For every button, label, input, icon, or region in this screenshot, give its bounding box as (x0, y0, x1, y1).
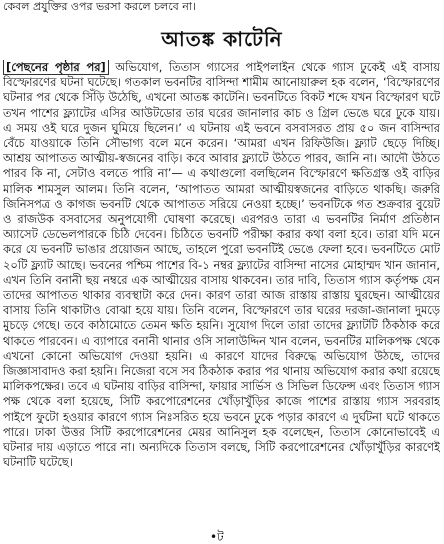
continued-from-back-page-tag: [পেছনের পৃষ্ঠার পর] (3, 60, 109, 75)
preceding-article-last-line: কেবল প্রযুক্তির ওপর ভরসা করলে চলবে না। (3, 0, 196, 13)
article-body-text: অভিযোগ, তিতাস গ্যাসের পাইপলাইন থেকে গ্যাস ঢুকেই এই বাসায় বিস্ফোরণের ঘটনা ঘটেছে। গতকাল ভবনটির বাসিন্দা শামীম আনোয়ারুল হক বলেন, ‘বিস্ফোরণের ঘটনার পর থেকে সিঁড়ি উঠেছি, এখনো আতঙ্ক কাটেনি। ভবনটিতে বিকট শব্দে যখন বিস্ফোরণ ঘটে তখন পাশের ফ্ল্যাটের এসির আউটডোর তার ঘরের জানালার কাচ ও গ্রিল ভেঙে ঘরে ঢুকে যায়। এ সময় ওই ঘরে দুজন ঘুমিয়ে ছিলেন।’ এ ঘটনায় এই ভবনে বসবাসরত প্রায় ৫০ জন বাসিন্দার বেঁচে যাওয়াকে তিনি সৌভাগ্য বলে মনে করেন। ‘আমরা এখন রিফিউজি। ফ্ল্যাট ছেড়ে দিচ্ছি। আশ্রয় আপাতত আত্মীয়-স্বজনের বাড়ি। কবে আবার ফ্ল্যাটে উঠতে পারব, জানি না। আদৌ উঠতে পারব কি না, সেটাও বলতে পারি না’— এ কথাগুলো বলছিলেন বিস্ফোরণে ক্ষতিগ্রস্ত ওই বাড়ির মালিক শামসুল আলম। তিনি বলেন, ‘আপাতত আমরা আত্মীয়স্বজনের বাড়িতে থাকছি। জরুরি জিনিসপত্র ও কাগজ ভবনটি থেকে আপাতত সরিয়ে নেওয়া হচ্ছে।’ ভবনটিকে গত শুক্রবার বুয়েট ও রাজউক বসবাসের অনুপযোগী ঘোষণা করেছে। এরপরও তারা এ ভবনটির নির্মাণ প্রতিষ্ঠান অ্যাসেট ডেভেলপারকে চিঠি দেবেন। চিঠিতে ভবনটি পরীক্ষা করার কথা বলা হবে। তারা যদি মনে করে যে ভবনটি ভাঙার প্রয়োজন আছে, তাহলে পুরো ভবনটিই ভেঙে ফেলা হবে। ভবনটিতে মোট ২০টি ফ্ল্যাট আছে। ভবনের পশ্চিম পাশের বি-১ নম্বর ফ্ল্যাটের বাসিন্দা নাসের মোহাম্মদ খান জানান, এখন তিনি বনানী ছয় নম্বরে এক আত্মীয়ের বাসায় থাকবেন। তার দাবি, তিতাস গ্যাস কর্তৃপক্ষ যেন তাদের আপাতত থাকার ব্যবস্থাটা করে দেন। কারণ তারা আজ রাস্তায় রাস্তায় ঘুরছেন। আত্মীয়ের বাসায় তিনি থাকাটাও বোঝা হয়ে যায়। তিনি বলেন, বিস্ফোরণে তার ঘরের দরজা-জানালা দুমড়ে মুচড়ে গেছে। তবে কাঠামোতে তেমন ক্ষতি হয়নি। সুযোগ দিলে তারা তাদের ফ্ল্যাটটি ঠিকঠাক করে থাকতে পারবেন। এ ব্যাপারে বনানী থানার ওসি সালাউদ্দিন খান বলেন, ভবনটির মালিকপক্ষ থেকে এখনো কোনো অভিযোগ দেওয়া হয়নি। এ কারণে যাদের বিরুদ্ধে অভিযোগ উঠছে, তাদের জিজ্ঞাসাবাদও করা হয়নি। নিজেরা বসে সব ঠিকঠাক করার পর থানায় অভিযোগ করার কথা রয়েছে মালিকপক্ষের। তবে এ ঘটনায় বাড়ির বাসিন্দা, ফায়ার সার্ভিস ও সিভিল ডিফেন্স এবং তিতাস গ্যাস পক্ষ থেকে বলা হয়েছে, সিটি করপোরেশনের খোঁড়াখুঁড়ির কাজে পাশের রাস্তায় গ্যাস সরবরাহ পাইপে ফুটো হওয়ার কারণে গ্যাস নিঃসরিত হয়ে ভবনে ঢুকে পড়ার কারণে এ দুর্ঘটনা ঘটে থাকতে পারে। ঢাকা উত্তর সিটি করপোরেশনের মেয়র আনিসুল হক বলেছেন, তিতাস কোনোভাবেই এ ঘটনার দায় এড়াতে পারে না। অন্যদিকে তিতাস বলছে, সিটি করপোরেশনের খোঁড়াখুঁড়ির কারণেই ঘটনাটি ঘটেছে। (3, 60, 440, 470)
article-body (3, 60, 440, 540)
article-headline: আতঙ্ক কাটেনি (161, 27, 283, 51)
cropped-next-heading: •ট (210, 530, 224, 544)
